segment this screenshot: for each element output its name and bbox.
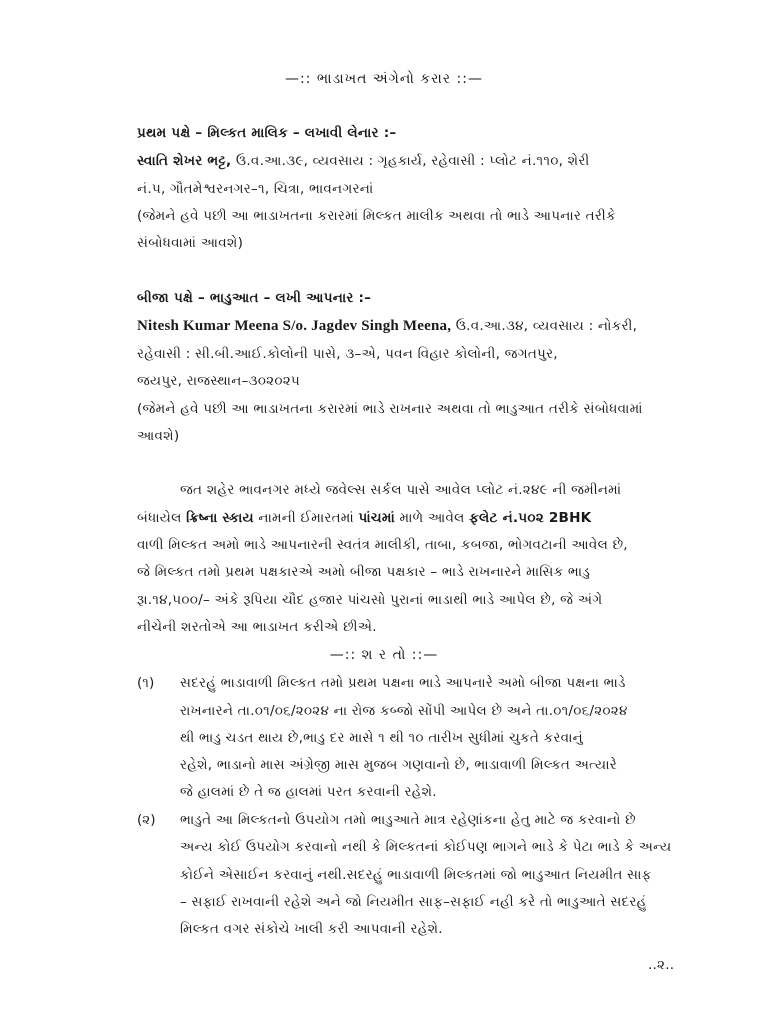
body-line3: વાળી મિલ્કત અમો ભાડે આપનારની સ્વતંત્ર માલીકી, તાબા, કબજા, ભોગવટાની આવેલ છે, [137,537,628,553]
body-line5: રૂા.૧૪,૫૦૦/– અંકે રૂપિયા ચૌદ હજાર પાંચસો પુરાનાં ભાડાથી ભાડે આપેલ છે, જે અંગે [137,592,603,608]
party1-heading: પ્રથમ પક્ષે – મિલ્કત માલિક – લખાવી લેનાર :– [137,125,397,141]
condition-line: થી ભાડુ ચડત થાય છે,ભાડુ દર માસે ૧ થી ૧૦ તારીખ સુધીમાં ચુકતે કરવાનું [180,730,583,746]
party1-details: ઉ.વ.આ.૩૯, વ્યવસાય : ગૃહકાર્ય, રહેવાસી : પ્લોટ નં.૧૧૦, શેરી [231,153,590,169]
body-text: બંધાયેલ [137,510,187,526]
body-line4: જે મિલ્કત તમો પ્રથમ પક્ષકારએ અમો બીજા પક્ષકાર – ભાડે રાખનારને માસિક ભાડુ [137,564,590,580]
party1-name: સ્વાતિ શેખર ભટ્ટ, [137,153,232,169]
condition-line: જે હાલમાં છે તે જ હાલમાં પરત કરવાની રહેશે. [180,784,437,800]
condition-line: રહેશે, ભાડાનો માસ અંગ્રેજી માસ મુજબ ગણવાનો છે, ભાડાવાળી મિલ્કત અત્યારે [180,757,617,773]
condition-number: (૨) [137,812,156,828]
party2-address-line2: જયપુર, રાજસ્થાન–૩૦૨૦૨૫ [137,373,301,389]
condition-line: – સફાઈ રાખવાની રહેશે અને જો નિયમીત સાફ–સફાઈ નહી કરે તો ભાડુઆતે સદરહું [180,894,647,910]
body-line1: જત શહેર ભાવનગર મધ્યે જવેલ્સ સર્કલ પાસે આવેલ પ્લોટ નં.૨૪૯ ની જમીનમાં [180,482,622,498]
page-continuation: ..૨.. [648,957,675,973]
conditions-heading: —:: શ ર તો ::— [329,647,439,663]
flat-number: ફલેટ નં.૫૦૨ 2BHK [469,510,592,526]
party2-note-line2: આવશે) [137,428,180,444]
condition-number: (૧) [137,675,155,691]
party2-address-line1: રહેવાસી : સી.બી.આઈ.કોલોની પાસે, ૩–એ, પવન વિહાર કોલોની, જગતપુર, [137,346,558,362]
party2-details: ઉ.વ.આ.૩૪, વ્યવસાય : નોકરી, [451,318,638,334]
condition-line: રાખનારને તા.૦૧/૦૬/૨૦૨૪ ના રોજ કબ્જો સોંપી આપેલ છે અને તા.૦૧/૦૬/૨૦૨૪ [180,703,628,719]
body-text: માળે આવેલ [395,510,470,526]
document-title: —:: ભાડાખત અંગેનો કરાર ::— [285,71,483,87]
body-line2 [137,509,591,527]
party1-note-line1: (જેમને હવે પછી આ ભાડાખતના કરારમાં મિલ્કત માલીક અથવા તો ભાડે આપનાર તરીકે [137,208,616,224]
party2-heading: બીજા પક્ષે – ભાડુઆત – લખી આપનાર :– [137,290,372,306]
floor-number: પાંચમાં [358,510,395,526]
condition-line: મિલ્કત વગર સંકોચે ખાલી કરી આપવાની રહેશે. [180,921,443,937]
condition-line: ભાડુતે આ મિલ્કતનો ઉપયોગ તમો ભાડુઆતે માત્ર રહેણાંકના હેતુ માટે જ કરવાનો છે [180,812,636,828]
party2-name: Nitesh Kumar Meena S/o. Jagdev Singh Meena, [137,318,452,334]
condition-line: કોઈને એસાઈન કરવાનું નથી.સદરહું ભાડાવાળી મિલ્કતમાં જો ભાડુઆત નિયમીત સાફ [180,867,652,883]
party1-note-line2: સંબોધવામાં આવશે) [137,235,244,251]
party1-address: નં.૫, ગૌતમેશ્વરનગર–૧, ચિત્રા, ભાવનગરનાં [137,181,374,197]
condition-line: સદરહું ભાડાવાળી મિલ્કત તમો પ્રથમ પક્ષના ભાડે આપનારે અમો બીજા પક્ષના ભાડે [180,675,626,691]
party1-line1 [137,152,589,170]
condition-line: અન્ય કોઈ ઉપયોગ કરવાનો નથી કે મિલ્કતનાં કોઈપણ ભાગને ભાડે કે પેટા ભાડે કે અન્ય [180,839,672,855]
party2-note-line1: (જેમને હવે પછી આ ભાડાખતના કરારમાં ભાડે રાખનાર અથવા તો ભાડુઆત તરીકે સંબોધવામાં [137,401,643,417]
body-line6: નીચેની શરતોએ આ ભાડાખત કરીએ છીએ. [137,619,377,635]
building-name: ક્રિષ્ના સ્કાય [186,510,254,526]
party2-line1 [137,317,637,335]
body-text: નામની ઈમારતમાં [253,510,359,526]
